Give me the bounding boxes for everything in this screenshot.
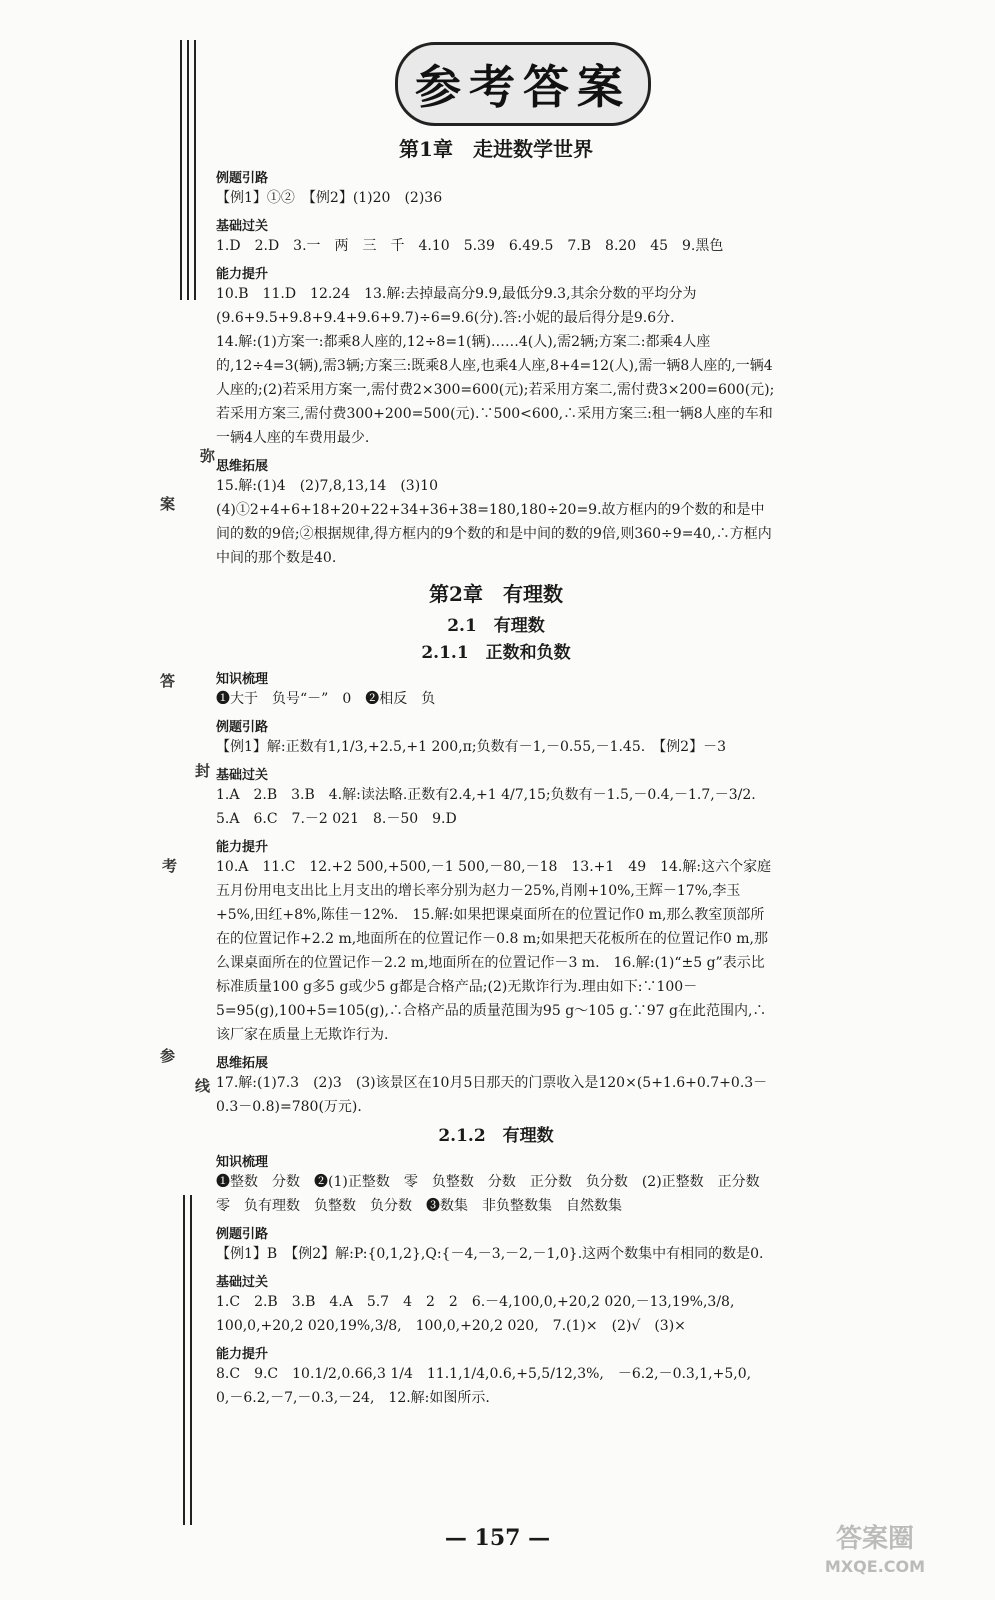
section-label: 基础过关 <box>216 768 269 783</box>
page-number: — 157 — <box>444 1525 551 1551</box>
answer-paragraph: 【例1】B 【例2】解:P:{0,1,2},Q:{－4,－3,－2,－1,0}.这两个数集中有相同的数是0. <box>216 1246 764 1262</box>
section-label: 思维拓展 <box>216 1056 269 1071</box>
answer-paragraph: 10.A 11.C 12.+2 500,+500,－1 500,－80,－18 13.+1 49 14.解:这六个家庭五月份用电支出比上月支出的增长率分别为赵力－25%,肖刚+10%,王辉－17%,李玉+5%,田红+8%,陈佳－12%. 15.解:如果把课桌面所在的位置记作0 m,那么教室顶部所在的位置记作+2.2 m,地面所在的位置记作－0.8 m;如果把天花板所在的位置记作0 m,那么课桌面所在的位置记作－2.2 m,地面所在的位置记作－3 m. 16.解:(1)“±5 g”表示比标准质量100 g多5 g或少5 g都是合格产品;(2)无欺诈行为.理由如下:∵100－5=95(g),100+5=105(g),∴合格产品的质量范围为95 g～105 g.∵97 g在此范围内,∴该厂家在质量上无欺诈行为. <box>216 859 772 1043</box>
margin-char-kao: 考 <box>162 857 178 875</box>
section-label: 知识梳理 <box>216 1155 269 1170</box>
margin-char-da: 答 <box>160 672 176 690</box>
margin-char-mi: 弥 <box>200 447 216 465</box>
section-label: 能力提升 <box>216 1347 269 1362</box>
answer-paragraph: 14.解:(1)方案一:都乘8人座的,12÷8=1(辆)……4(人),需2辆;方案二:都乘4人座的,12÷4=3(辆),需3辆;方案三:既乘8人座,也乘4人座,8+4=12(人),需一辆8人座的,一辆4人座的;(2)若采用方案一,需付费2×300=600(元);若采用方案二,需付费3×200=600(元);若采用方案三,需付费300+200=500(元).∵500<600,∴采用方案三:租一辆8人座的车和一辆4人座的车费用最少. <box>216 334 775 446</box>
margin-char-xian: 线 <box>195 1077 211 1095</box>
answer-key-banner: 参考答案 <box>395 42 651 126</box>
answer-paragraph: 8.C 9.C 10.1/2,0.66,3 1/4 11.1,1/4,0.6,+5,5/12,3%, －6.2,－0.3,1,+5,0, 0,－6.2,－7,－0.3,－24, 12.解:如图所示. <box>216 1366 766 1406</box>
chapter-heading: 2.1.2 有理数 <box>438 1126 554 1146</box>
section-label: 例题引路 <box>216 1227 269 1242</box>
answer-paragraph: 17.解:(1)7.3 (2)3 (3)该景区在10月5日那天的门票收入是120×(5+1.6+0.7+0.3－0.3－0.8)=780(万元). <box>216 1075 768 1115</box>
watermark-sub: MXQE.COM <box>824 1557 926 1576</box>
margin-char-an: 案 <box>160 495 176 513</box>
answer-paragraph: 10.B 11.D 12.24 13.解:去掉最高分9.9,最低分9.3,其余分数的平均分为(9.6+9.5+9.8+9.4+9.6+9.7)÷6=9.6(分).答:小妮的最后得分是9.6分. <box>216 286 697 326</box>
chapter-heading: 2.1.1 正数和负数 <box>421 643 571 663</box>
answer-paragraph: 15.解:(1)4 (2)7,8,13,14 (3)10 (4)①2+4+6+18+20+22+34+36+38=180,180÷20=9.故方框内的9个数的和是中间的数的9倍;②根据规律,得方框内的9个数的和是中间的数的9倍,则360÷9=40,∴方框内中间的那个数是40. <box>216 478 772 566</box>
margin-rule-right <box>194 40 196 300</box>
watermark-main: 答案圈 <box>835 1524 914 1554</box>
section-label: 基础过关 <box>216 1275 269 1290</box>
answer-paragraph: 1.C 2.B 3.B 4.A 5.7 4 2 2 6.－4,100,0,+20,2 020,－13,19%,3/8, 100,0,+20,2 020,19%,3/8, 100,0,+20,2 020, 7.(1)× (2)√ (3)× <box>216 1294 749 1334</box>
section-label: 知识梳理 <box>216 672 269 687</box>
answer-content <box>216 125 776 1410</box>
margin-char-can: 参 <box>160 1047 176 1065</box>
section-label: 思维拓展 <box>216 459 269 474</box>
watermark-logo <box>800 1525 950 1585</box>
answer-paragraph: 1.D 2.D 3.一 两 三 千 4.10 5.39 6.49.5 7.B 8.20 45 9.黑色 <box>216 238 724 254</box>
margin-rule-left <box>180 40 182 300</box>
answer-paragraph: ❶大于 负号“－” 0 ❷相反 负 <box>216 691 436 707</box>
answer-paragraph: 1.A 2.B 3.B 4.解:读法略.正数有2.4,+1 4/7,15;负数有－1.5,－0.4,－1.7,－3/2. 5.A 6.C 7.－2 021 8.－50 9.D <box>216 787 770 827</box>
chapter-heading: 2.1 有理数 <box>447 616 545 636</box>
section-label: 基础过关 <box>216 219 269 234</box>
margin-rule-middle <box>187 40 189 300</box>
section-label: 能力提升 <box>216 840 269 855</box>
chapter-heading: 第2章 有理数 <box>429 582 563 606</box>
section-label: 例题引路 <box>216 720 269 735</box>
margin-rule-lower-left <box>183 1195 185 1525</box>
section-label: 例题引路 <box>216 171 269 186</box>
answer-paragraph: ❶整数 分数 ❷(1)正整数 零 负整数 分数 正分数 负分数 (2)正整数 正分数 零 负有理数 负整数 负分数 ❸数集 非负整数集 自然数集 <box>216 1174 774 1214</box>
margin-char-feng: 封 <box>195 762 211 780</box>
chapter-heading: 第1章 走进数学世界 <box>399 137 593 161</box>
answer-paragraph: 【例1】解:正数有1,1/3,+2.5,+1 200,π;负数有－1,－0.55,－1.45. 【例2】－3 <box>216 739 727 755</box>
margin-rule-lower-right <box>190 1195 192 1525</box>
answer-paragraph: 【例1】①② 【例2】(1)20 (2)36 <box>216 190 443 206</box>
section-label: 能力提升 <box>216 267 269 282</box>
